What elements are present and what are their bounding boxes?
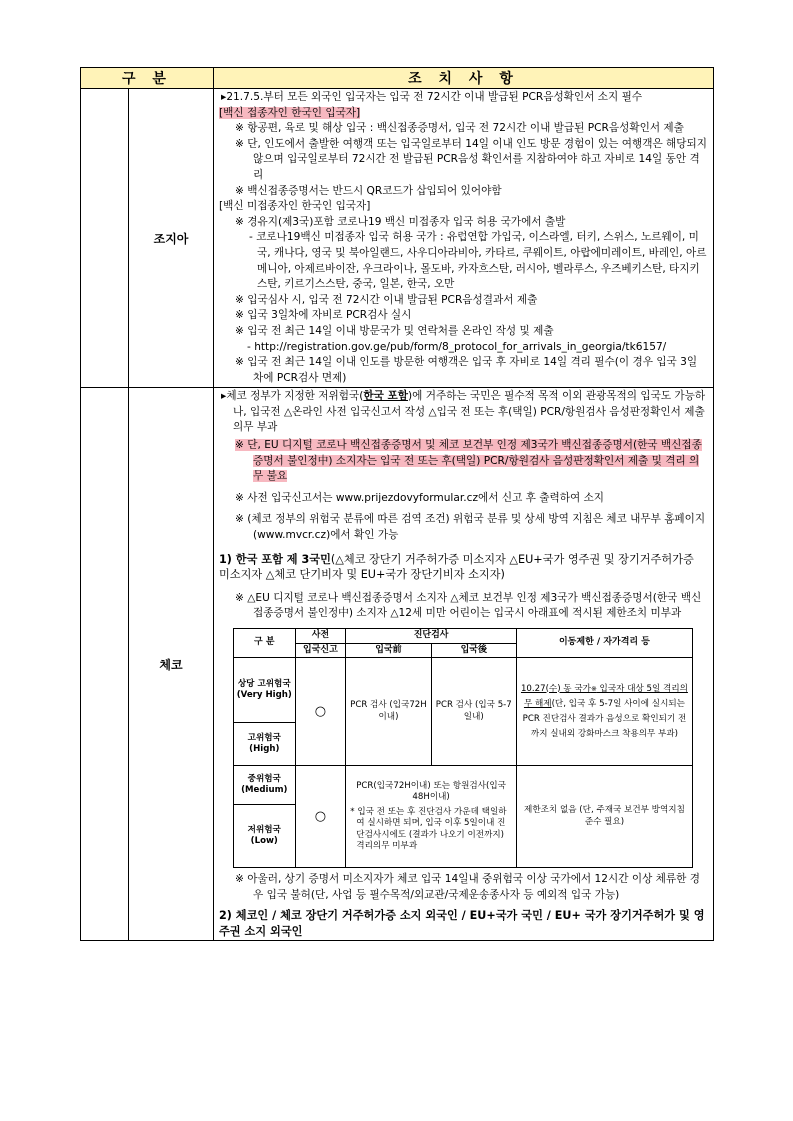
row-czech — [81, 388, 714, 941]
circle-mark: ○ — [295, 658, 346, 766]
restrict-high: 10.27(수) 동 국가※ 입국자 대상 5일 격리의무 해제(단, 입국 후 5-7일 사이에 실시되는 PCR 진단검사 결과가 음성으로 확인되기 전까지 실내외 강화마스크 착용의무 부과) — [516, 658, 692, 766]
blank-cell — [81, 89, 129, 388]
level-very-high: 상당 고위험국 (Very High) — [234, 658, 296, 723]
measures-table — [80, 67, 714, 941]
restrict-low: 제한조치 없음 (단, 주재국 보건부 방역지침 준수 필요) — [516, 766, 692, 868]
highlight-note: ※ 단, EU 디지털 코로나 백신접종증명서 및 체코 보건부 인정 제3국가 백신접종증명서(한국 백신접종증명서 불인정中) 소지자는 입국 전 또는 후(택일) PCR/항원검사 음성판정확인서 제출 및 격리 의무 불요 — [235, 439, 702, 483]
registration-link[interactable]: - http://registration.gov.ge/pub/form/8_protocol_for_arrivals_in_georgia/tk6157/ — [247, 340, 667, 353]
georgia-line: ※ 백신접종증명서는 반드시 QR코드가 삽입되어 있어야함 — [235, 184, 502, 197]
row-georgia — [81, 89, 714, 388]
georgia-line: ※ 입국 전 최근 14일 이내 인도를 방문한 여행객은 입국 후 자비로 14일 격리 필수(이 경우 입국 3일차에 PCR검사 면제) — [235, 356, 698, 384]
georgia-line: ※ 단, 인도에서 출발한 여행객 또는 입국일로부터 14일 이내 인도 방문 경험이 있는 여행객은 해당되지 않으며 입국일로부터 72시간 전 발급된 PCR음성 확인서를 지참하여야 하고 자비로 14일 동안 격리 — [235, 137, 707, 181]
section-2: 2) 체코인 / 체코 장단기 거주허가증 소지 외국인 / EU+국가 국민 / EU+ 국가 장기거주허가 및 영주권 소지 외국인 — [219, 909, 705, 938]
vaccinated-heading: [백신 접종자인 한국인 입국자] — [219, 106, 361, 119]
circle-mark: ○ — [295, 766, 346, 868]
georgia-line: ※ 경유지(제3국)포함 코로나19 백신 미접종자 입국 허용 국가에서 출발 — [235, 215, 566, 228]
low-test: PCR(입국72H이내) 또는 항원검사(입국48H이내) * 입국 전 또는 후 진단검사 가운데 택일하여 실시하면 되며, 입국 이후 5일이내 진단검사시에도 (결과가 나오기 이전까지) 격리의무 미부과 — [346, 766, 517, 868]
level-medium: 중위험국 (Medium) — [234, 766, 296, 805]
georgia-line: ※ 입국 3일차에 자비로 PCR검사 실시 — [235, 309, 412, 322]
georgia-line: ▸21.7.5.부터 모든 외국인 입국자는 입국 전 72시간 이내 발급된 PCR음성확인서 소지 필수 — [221, 91, 643, 103]
level-high: 고위험국 (High) — [234, 723, 296, 766]
georgia-content — [214, 89, 714, 388]
level-low: 저위험국 (Low) — [234, 805, 296, 868]
blank-cell — [81, 388, 129, 941]
czech-note: ※ (체코 정부의 위험국 분류에 따른 검역 조건) 위험국 분류 및 상세 방역 지침은 체코 내무부 홈페이지(www.mvcr.cz)에서 확인 가능 — [235, 513, 706, 542]
georgia-line: - 코로나19백신 미접종자 입국 허용 국가 : 유럽연합 가입국, 이스라엘, 터키, 스위스, 노르웨이, 미국, 캐나다, 영국 및 북아일랜드, 사우디아라비아, 카타르, 쿠웨이트, 아랍에미레이트, 바레인, 아르메니아, 아제르바이잔, 우크라이나, 몰도바, 카자흐스탄, 러시아, 벨라루스, 우즈베키스탄, 타지키스탄, 키르기스스탄, 중국, 일본, 한국, 오만 — [249, 231, 707, 291]
header-category: 구 분 — [81, 68, 214, 89]
table-header — [81, 68, 714, 89]
georgia-line: ※ 입국심사 시, 입국 전 72시간 이내 발급된 PCR음성결과서 제출 — [235, 293, 538, 306]
czech-intro: ▸체코 정부가 지정한 저위험국(한국 포함)에 거주하는 국민은 필수적 목적 이외 관광목적의 입국도 가능하나, 입국전 △온라인 사전 입국신고서 작성 △입국 전 또는 후(택일) PCR/항원검사 음성판정확인서 제출 의무 부과 — [221, 390, 706, 434]
country-czech: 체코 — [129, 388, 214, 941]
document-page — [80, 67, 714, 941]
georgia-line: ※ 항공편, 육로 및 해상 입국 : 백신접종증명서, 입국 전 72시간 이내 발급된 PCR음성확인서 제출 — [235, 122, 684, 135]
czech-content — [214, 388, 714, 941]
czech-note: ※ △EU 디지털 코로나 백신접종증명서 소지자 △체코 보건부 인정 제3국가 백신접종증명서(한국 백신접종증명서 불인정中) 소지자 △12세 미만 어린이는 입국시 아래표에 적시된 제한조치 미부과 — [235, 591, 702, 620]
country-georgia: 조지아 — [129, 89, 214, 388]
restriction-table: 구 분 사전 진단검사 이동제한 / 자가격리 등 입국신고 입국前 입국後 상당 고위험국 (Very High) ○ PCR 검사 (입국72H이내) PCR 검사 (입국 5-7일내) 10.27(수) 동 국가※ 입국자 대상 5일 격리의무 해제(단, 입국 후 5-7일 사이에 실시되는 PCR 진단검사 결과가 음성으로 확인되기 전까지 실내외 강화마스크 착용의무 부과) 고위험국 (High) 중위험국 (Medium) ○ PCR(입국72H이내) 또는 항원검사(입국48H이내) * 입국 전 또는 후 진단검사 가운데 택일하여 실시하면 되며, 입국 이후 5일이내 진단검사시에도 (결과가 나오기 이전까지) 격리의무 미부과 제한조치 없음 (단, 주재국 보건부 방역지침 준수 필요) 저위험국 (Low) — [233, 628, 693, 868]
georgia-line: ※ 입국 전 최근 14일 이내 방문국가 및 연락처를 온라인 작성 및 제출 — [235, 324, 554, 337]
unvaccinated-heading: [백신 미접종자인 한국인 입국자] — [219, 200, 371, 213]
header-measures: 조 치 사 항 — [214, 68, 714, 89]
czech-note: ※ 아울러, 상기 증명서 미소지자가 체코 입국 14일내 중위험국 이상 국가에서 12시간 이상 체류한 경우 입국 불허(단, 사업 등 필수목적/외교관/국제운송종사자 등 예외적 입국 가능) — [235, 873, 700, 901]
czech-note: ※ 사전 입국신고서는 www.prijezdovyformular.cz에서 신고 후 출력하여 소지 — [235, 491, 605, 504]
korea-included: 한국 포함 — [363, 390, 408, 403]
section-1: 1) 한국 포함 제 3국민(△체코 장단기 거주허가증 미소지자 △EU+국가 영주권 및 장기거주허가증 미소지자 △체코 단기비자 및 EU+국가 장단기비자 소지자) — [219, 552, 694, 582]
